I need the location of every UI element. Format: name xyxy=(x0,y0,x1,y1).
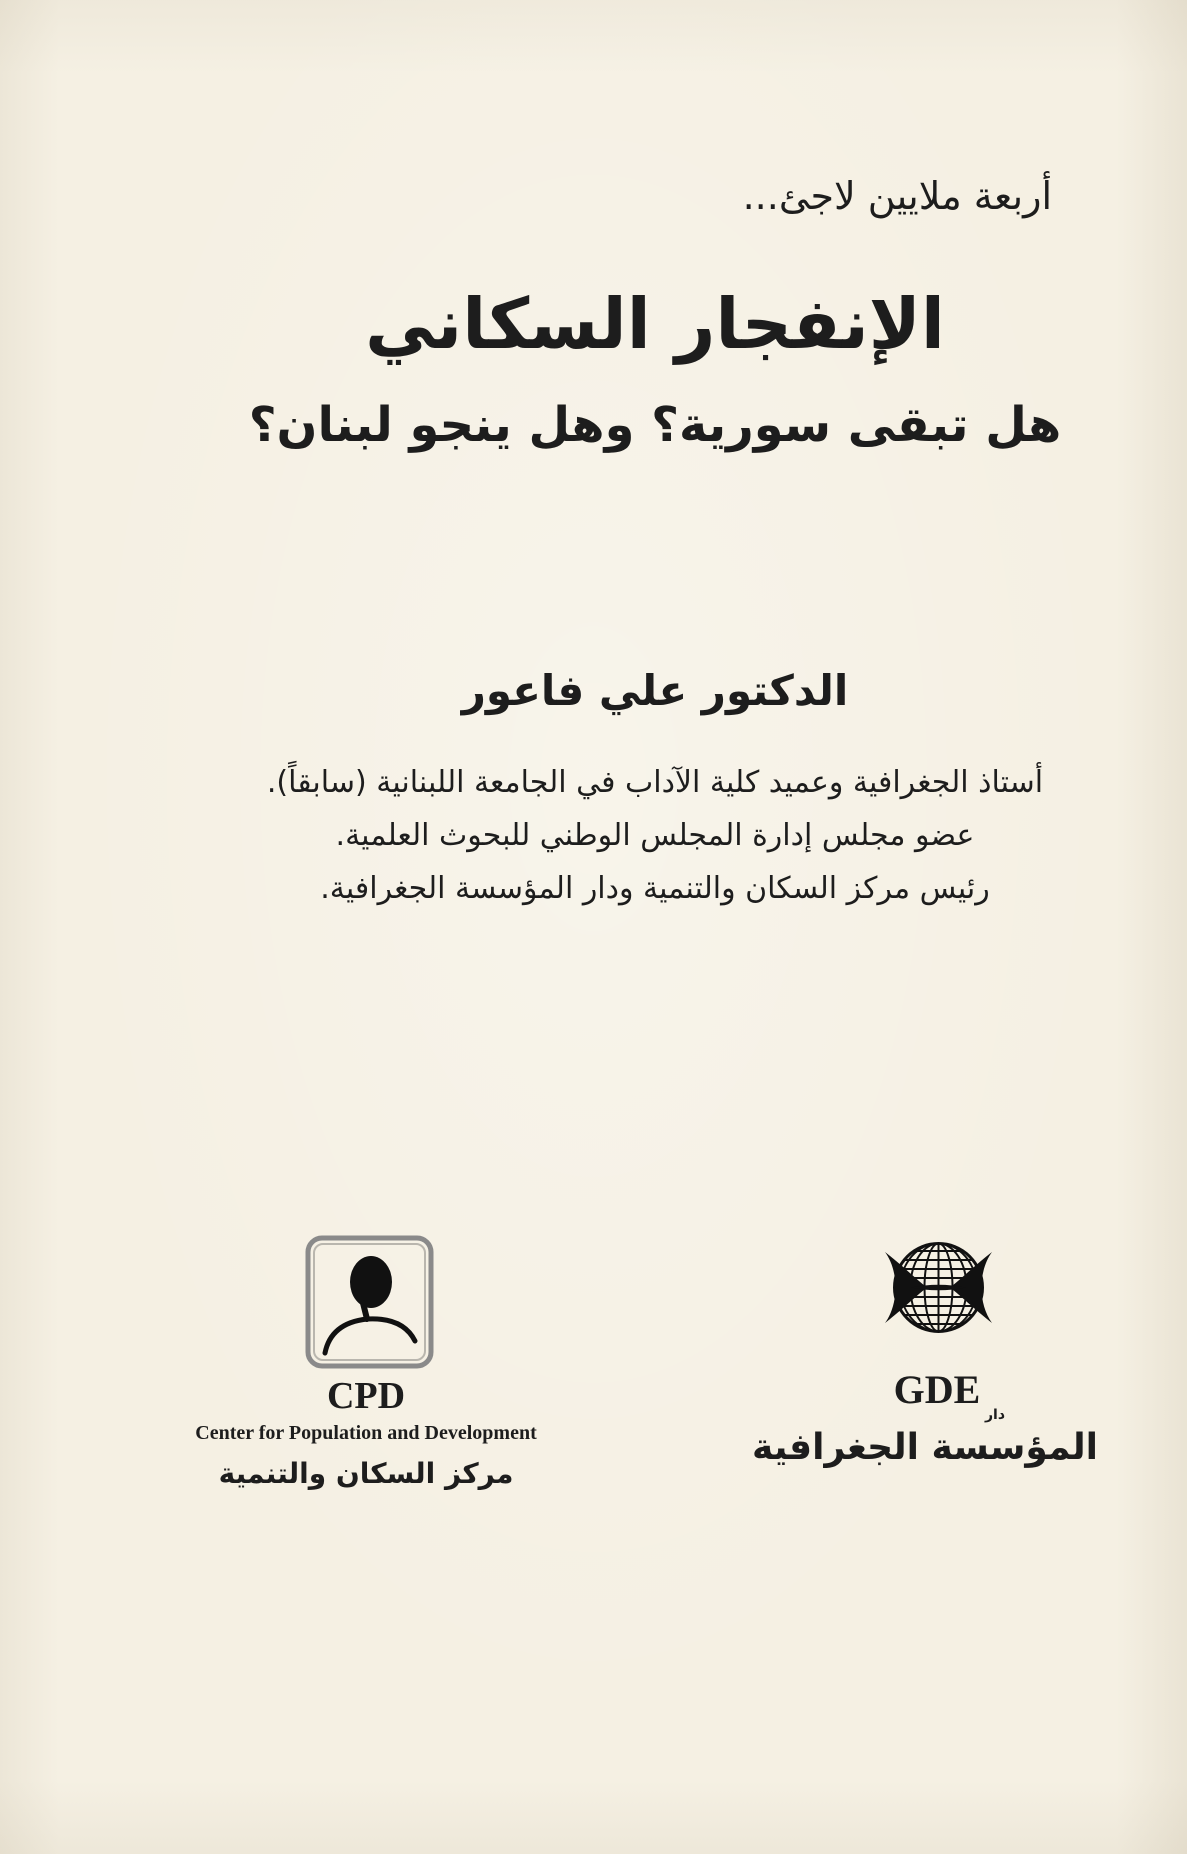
book-title: الإنفجار السكاني xyxy=(365,283,945,365)
series-line: أربعة ملايين لاجئ... xyxy=(742,174,1052,218)
cpd-abbreviation: CPD xyxy=(326,1375,406,1417)
gde-abbreviation: GDE xyxy=(893,1367,981,1412)
author-credentials xyxy=(155,756,1155,915)
person-icon xyxy=(305,1235,434,1369)
cpd-logo-graphic xyxy=(305,1235,434,1369)
author-name: الدكتور علي فاعور xyxy=(461,666,849,715)
credential-line: أستاذ الجغرافية وعميد كلية الآداب في الجامعة اللبنانية (سابقاً). xyxy=(266,765,1044,800)
gde-arabic-name: المؤسسة الجغرافية xyxy=(752,1427,1098,1468)
credential-line: رئيس مركز السكان والتنمية ودار المؤسسة الجغرافية. xyxy=(320,871,990,906)
gde-prefix: دار xyxy=(985,1407,1006,1423)
gde-logo-graphic xyxy=(881,1230,996,1345)
cpd-arabic-name: مركز السكان والتنمية xyxy=(218,1457,514,1490)
credential-line: عضو مجلس إدارة المجلس الوطني للبحوث العلمية. xyxy=(335,818,975,853)
cpd-english-name: Center for Population and Development xyxy=(195,1422,537,1444)
book-subtitle: هل تبقى سورية؟ وهل ينجو لبنان؟ xyxy=(248,397,1062,453)
globe-icon xyxy=(881,1230,996,1345)
